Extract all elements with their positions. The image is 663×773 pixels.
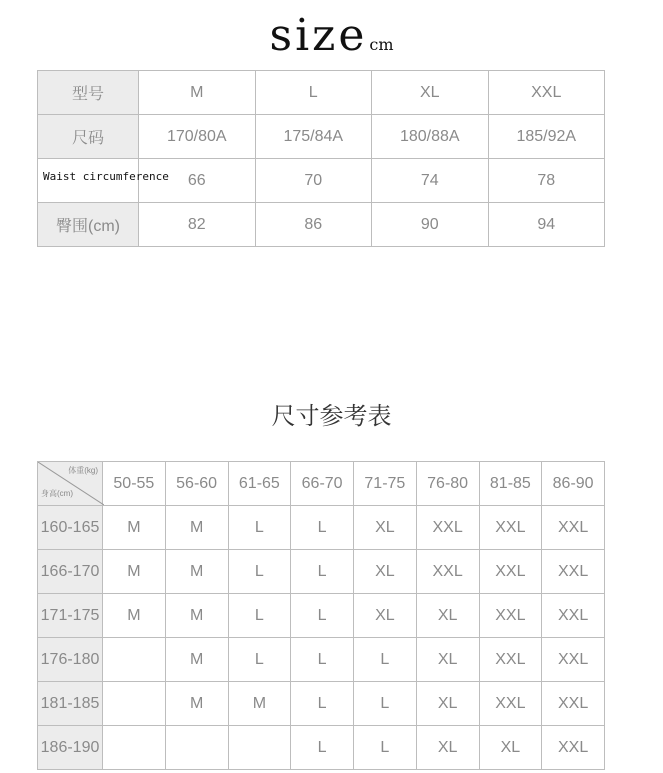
size-cell: L <box>291 550 354 594</box>
size-cell: XXL <box>542 726 605 770</box>
size-cell: XXL <box>479 550 542 594</box>
measurement-table <box>37 70 605 247</box>
size-cell: L <box>291 682 354 726</box>
size-cell: XL <box>416 594 479 638</box>
size-cell: XXL <box>479 638 542 682</box>
table-row <box>38 726 605 770</box>
size-cell: L <box>291 506 354 550</box>
weight-axis-label: 体重(kg) <box>68 466 98 475</box>
size-cell: XL <box>354 506 417 550</box>
table-row <box>38 550 605 594</box>
weight-header: 86-90 <box>542 462 605 506</box>
title-unit: cm <box>369 35 394 54</box>
weight-header: 71-75 <box>354 462 417 506</box>
size-cell: L <box>291 726 354 770</box>
size-cell: L <box>228 594 291 638</box>
height-header: 176-180 <box>38 638 103 682</box>
height-header: 171-175 <box>38 594 103 638</box>
size-cell: XXL <box>542 682 605 726</box>
size-cell: M <box>103 594 166 638</box>
reference-title: 尺寸参考表 <box>271 402 392 430</box>
row-header: 型号 <box>38 71 139 115</box>
size-cell: L <box>228 638 291 682</box>
size-cell: XXL <box>542 594 605 638</box>
size-cell: L <box>228 550 291 594</box>
table-cell: 74 <box>372 159 489 203</box>
table-row <box>38 638 605 682</box>
table-cell: 170/80A <box>139 115 256 159</box>
height-header: 160-165 <box>38 506 103 550</box>
table-row <box>38 71 605 115</box>
size-cell <box>165 726 228 770</box>
size-cell: M <box>103 506 166 550</box>
table-row <box>38 159 605 203</box>
size-cell: M <box>103 550 166 594</box>
table-cell: XXL <box>488 71 605 115</box>
weight-header: 76-80 <box>416 462 479 506</box>
size-cell <box>103 638 166 682</box>
height-axis-label: 身高(cm) <box>41 489 73 498</box>
size-reference-table <box>37 461 605 770</box>
corner-cell <box>38 462 103 506</box>
weight-header: 66-70 <box>291 462 354 506</box>
size-cell: M <box>165 682 228 726</box>
table-cell: 82 <box>139 203 256 247</box>
size-cell: XL <box>416 638 479 682</box>
table-cell: 185/92A <box>488 115 605 159</box>
size-cell: L <box>354 682 417 726</box>
size-cell: L <box>291 638 354 682</box>
height-header: 186-190 <box>38 726 103 770</box>
table-row <box>38 682 605 726</box>
size-cell: XL <box>354 594 417 638</box>
row-header <box>38 159 169 203</box>
weight-header: 61-65 <box>228 462 291 506</box>
table-cell: 180/88A <box>372 115 489 159</box>
table-cell: 175/84A <box>255 115 372 159</box>
table-cell: 70 <box>255 159 372 203</box>
table-cell: L <box>255 71 372 115</box>
table-row <box>38 594 605 638</box>
table-row <box>38 115 605 159</box>
table-cell: 78 <box>488 159 605 203</box>
size-cell <box>103 726 166 770</box>
size-cell: XL <box>479 726 542 770</box>
size-cell: L <box>228 506 291 550</box>
weight-header: 50-55 <box>103 462 166 506</box>
table-header-row <box>38 462 605 506</box>
waist-label: Waist circumference <box>43 170 169 183</box>
size-cell <box>103 682 166 726</box>
size-cell: XXL <box>542 550 605 594</box>
title-main: size <box>269 10 368 61</box>
size-cell: XXL <box>542 506 605 550</box>
size-cell: L <box>354 638 417 682</box>
size-cell: M <box>165 506 228 550</box>
size-cell: M <box>228 682 291 726</box>
size-cell: L <box>291 594 354 638</box>
size-cell: XXL <box>479 506 542 550</box>
size-cell: M <box>165 638 228 682</box>
height-header: 166-170 <box>38 550 103 594</box>
table-cell: M <box>139 71 256 115</box>
row-header: 尺码 <box>38 115 139 159</box>
size-cell: XXL <box>416 506 479 550</box>
size-cell: XXL <box>416 550 479 594</box>
size-cell: XL <box>416 726 479 770</box>
table-cell: 86 <box>255 203 372 247</box>
weight-header: 56-60 <box>165 462 228 506</box>
size-cell <box>228 726 291 770</box>
size-cell: XXL <box>479 594 542 638</box>
size-cell: XXL <box>479 682 542 726</box>
size-cell: XL <box>354 550 417 594</box>
size-cell: XXL <box>542 638 605 682</box>
table-cell: 66 <box>139 159 256 203</box>
size-cell: M <box>165 550 228 594</box>
size-cell: XL <box>416 682 479 726</box>
table-row <box>38 203 605 247</box>
table-cell: XL <box>372 71 489 115</box>
height-header: 181-185 <box>38 682 103 726</box>
page-title <box>0 10 663 61</box>
size-cell: M <box>165 594 228 638</box>
weight-header: 81-85 <box>479 462 542 506</box>
size-cell: L <box>354 726 417 770</box>
row-header: 臀围(cm) <box>38 203 139 247</box>
table-cell: 90 <box>372 203 489 247</box>
table-row <box>38 506 605 550</box>
table-cell: 94 <box>488 203 605 247</box>
